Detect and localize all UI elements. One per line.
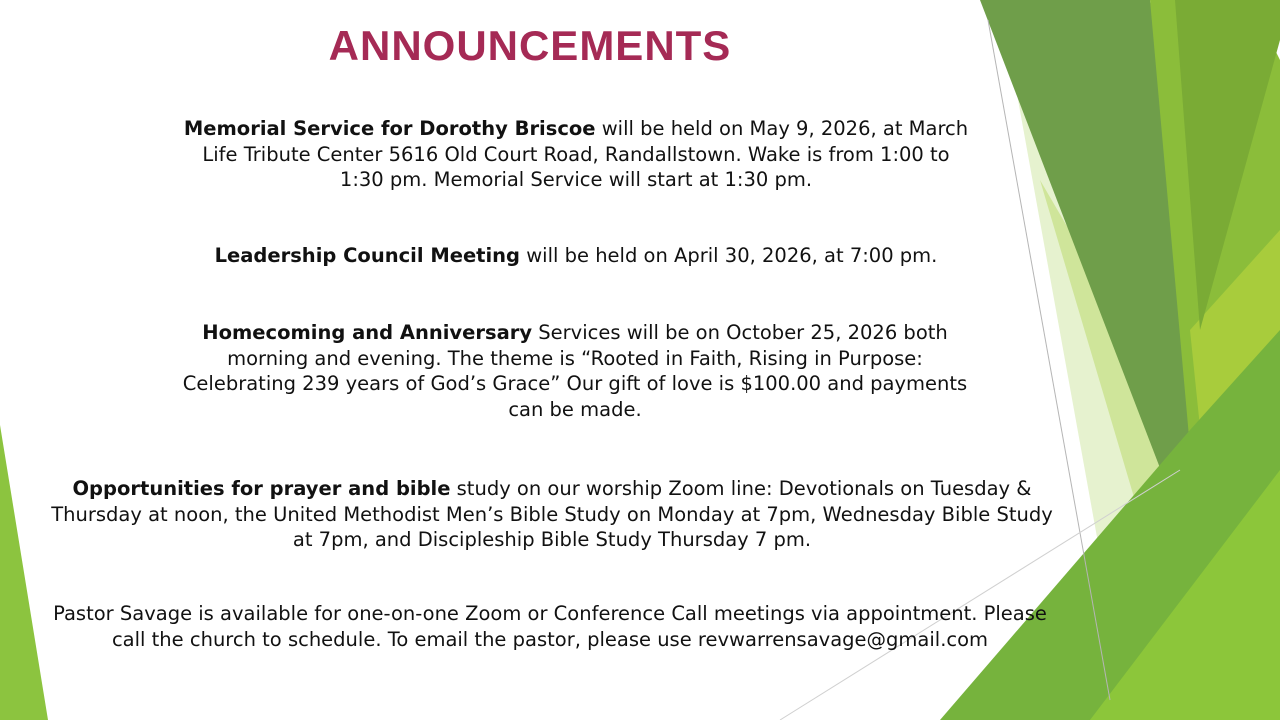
- announcement-memorial: [178, 116, 974, 193]
- announcement-bible-study-heading: Opportunities for prayer and bible: [72, 477, 451, 500]
- announcement-homecoming-text: Services will be on October 25, 2026 both morning and evening. The theme is “Rooted in Faith, Rising in Purpose: Celebrating 239 years of God’s Grace” Our gift of love is $100.00 and payments can be made.: [182, 321, 968, 421]
- left-green-shape: [0, 425, 48, 720]
- page-title: ANNOUNCEMENTS: [328, 22, 732, 69]
- announcement-memorial-heading: Memorial Service for Dorothy Briscoe: [183, 117, 596, 140]
- announcement-bible-study: [44, 476, 1060, 553]
- announcement-leadership: [178, 243, 974, 269]
- announcement-pastor: [44, 601, 1056, 652]
- announcement-homecoming-heading: Homecoming and Anniversary: [202, 321, 533, 344]
- announcement-pastor-text: Pastor Savage is available for one-on-one Zoom or Conference Call meetings via appointment. Please call the church to schedule. To email the pastor, please use revwarrensavage@gmail.com: [53, 602, 1047, 651]
- announcement-leadership-text: will be held on April 30, 2026, at 7:00 pm.: [520, 244, 938, 267]
- announcement-leadership-heading: Leadership Council Meeting: [214, 244, 521, 267]
- announcement-bible-study-text: study on our worship Zoom line: Devotionals on Tuesday & Thursday at noon, the United Methodist Men’s Bible Study on Monday at 7pm, Wednesday Bible Study at 7pm, and Discipleship Bible Study Thursday 7 pm.: [51, 477, 1053, 551]
- announcement-memorial-text: will be held on May 9, 2026, at March Life Tribute Center 5616 Old Court Road, Randallstown. Wake is from 1:00 to 1:30 pm. Memorial Service will start at 1:30 pm.: [202, 117, 969, 191]
- announcement-homecoming: [176, 320, 974, 422]
